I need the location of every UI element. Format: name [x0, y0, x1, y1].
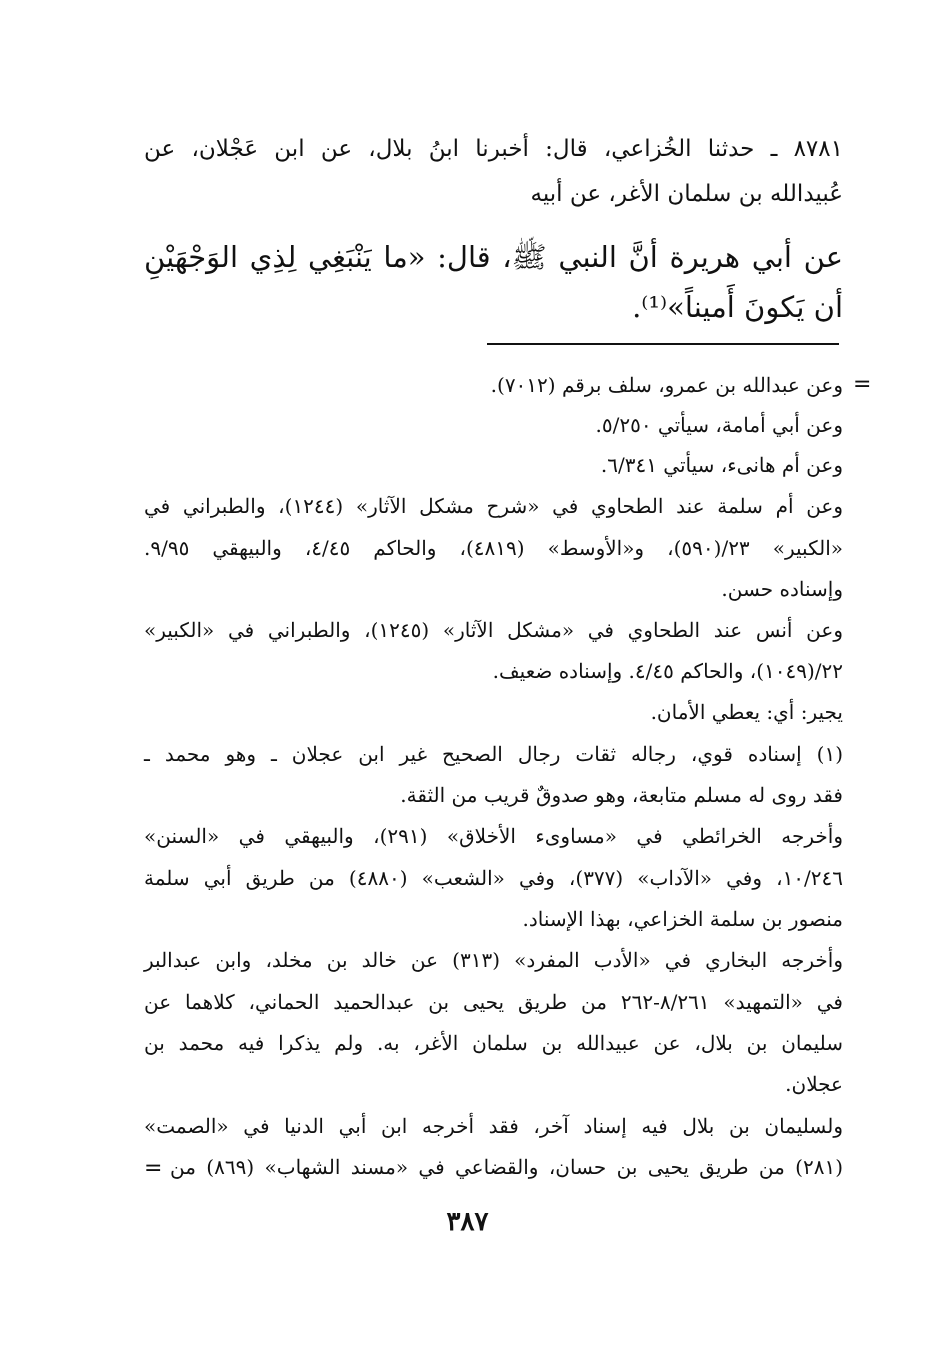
continuation-mark-bottom: = [144, 1156, 163, 1181]
hadith-matn-line-2: أن يَكونَ أَميناً»⁽¹⁾. [632, 290, 843, 324]
footnote-1-line-10: ولسليمان بن بلال فيه إسناد آخر، فقد أخرجه ابن أبي الدنيا في «الصمت» [144, 1114, 843, 1138]
footnote-1-line-4: ١٠/٢٤٦، وفي «الآداب» (٣٧٧)، وفي «الشعب» (٤٨٨٠) من طريق أبي سلمة [144, 866, 844, 890]
footnote-1-line-9: عجلان. [785, 1072, 843, 1096]
note-line-8: ٢٢/(١٠٤٩)، والحاكم ٤/٤٥. وإسناده ضعيف. [492, 659, 843, 683]
note-line-3: وعن أم هانىء، سيأتي ٦/٣٤١. [600, 453, 843, 477]
page-number: ٣٨٧ [446, 1207, 489, 1237]
note-line-9: يجير: أي: يعطي الأمان. [650, 700, 843, 724]
hadith-matn-line-1: عن أبي هريرة أنَّ النبي ﷺ، قال: «ما يَنْبَغِي لِذِي الوَجْهَيْنِ [144, 240, 843, 274]
note-line-1: وعن عبدالله بن عمرو، سلف برقم (٧٠١٢). [490, 373, 843, 397]
footnote-1-line-2: فقد روى له مسلم متابعة، وهو صدوقٌ قريب من الثقة. [400, 783, 843, 807]
note-line-5: «الكبير» ٢٣/(٥٩٠)، و«الأوسط» (٤٨١٩)، والحاكم ٤/٤٥، والبيهقي ٩/٩٥. [144, 536, 843, 560]
note-line-2: وعن أبي أمامة، سيأتي ٥/٢٥٠. [595, 413, 843, 437]
footnote-1-line-11: (٢٨١) من طريق يحيى بن حسان، والقضاعي في «مسند الشهاب» (٨٦٩) من [170, 1155, 843, 1179]
hadith-isnad-line-1: ٨٧٨١ ـ حدثنا الخُزاعي، قال: أخبرنا ابنُ بلال، عن ابن عَجْلان، عن [144, 136, 843, 162]
footnote-1-line-1: (١) إسناده قوي، رجاله ثقات رجال الصحيح غير ابن عجلان ـ وهو محمد ـ [144, 742, 843, 766]
footnote-1-line-8: سليمان بن بلال، عن عبيدالله بن سلمان الأغر، به. ولم يذكرا فيه محمد بن [144, 1031, 843, 1055]
hadith-isnad-line-2: عُبيدالله بن سلمان الأغر، عن أبيه [530, 181, 843, 207]
footnote-1-line-5: منصور بن سلمة الخزاعي، بهذا الإسناد. [522, 907, 843, 931]
note-line-6: وإسناده حسن. [721, 577, 843, 601]
note-line-4: وعن أم سلمة عند الطحاوي في «شرح مشكل الآثار» (١٢٤٤)، والطبراني في [144, 494, 844, 518]
footnote-1-line-7: في «التمهيد» ٨/٢٦١-٢٦٢ من طريق يحيى بن عبدالحميد الحماني، كلاهما عن [144, 990, 843, 1014]
note-line-7: وعن أنس عند الطحاوي في «مشكل الآثار» (١٢٤٥)، والطبراني في «الكبير» [144, 618, 843, 642]
footnote-1-line-6: وأخرجه البخاري في «الأدب المفرد» (٣١٣) عن خالد بن مخلد، وابن عبدالبر [144, 948, 843, 972]
footnote-separator [487, 343, 839, 345]
footnote-1-line-3: وأخرجه الخرائطي في «مساوىء الأخلاق» (٢٩١)، والبيهقي في «السنن» [144, 824, 843, 848]
continuation-mark-top: = [853, 372, 872, 397]
